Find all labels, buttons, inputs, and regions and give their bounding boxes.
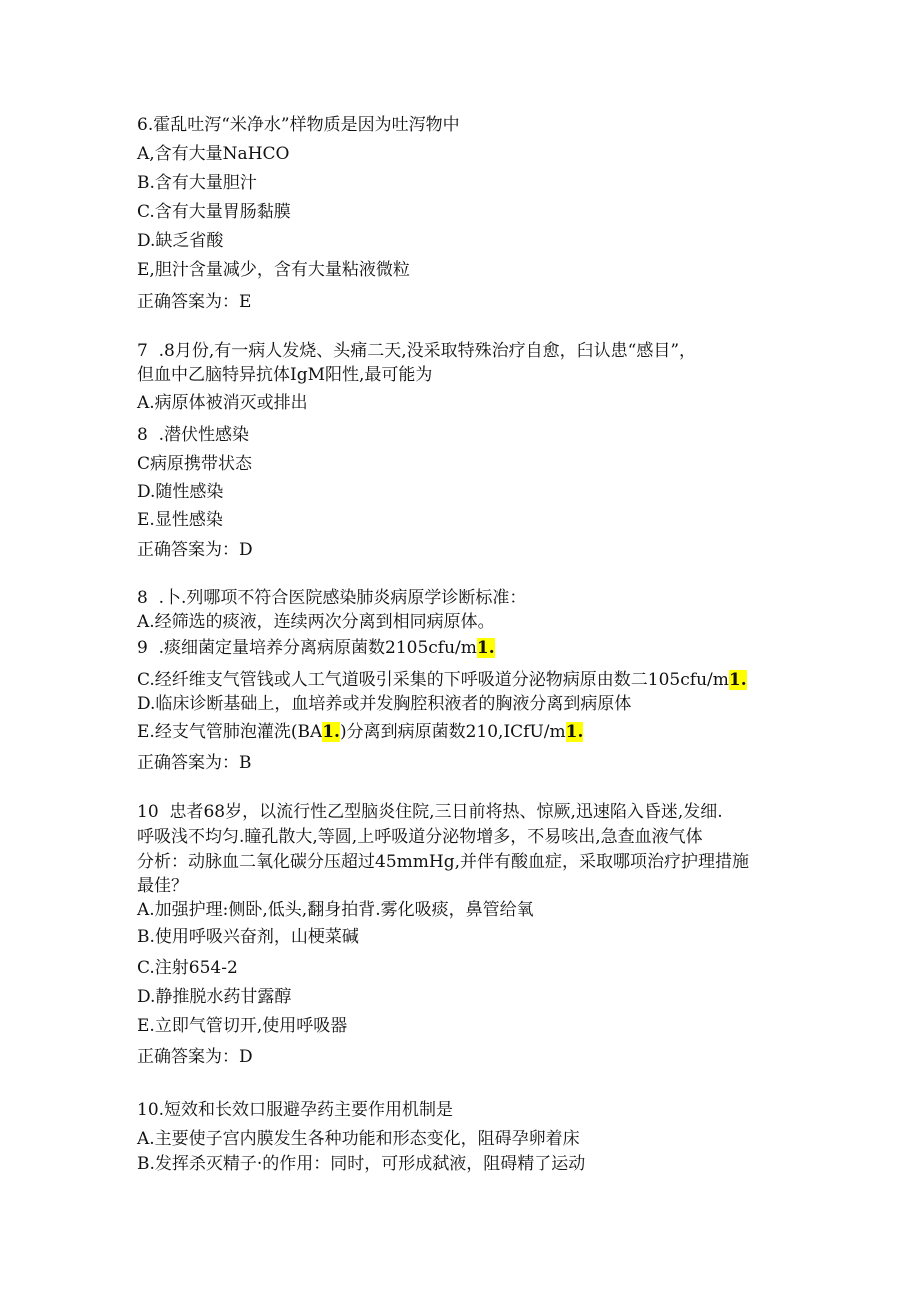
- q8-option-e: [137, 721, 810, 743]
- q8-option-c-highlight: 1.: [728, 670, 747, 690]
- q8-option-c: [137, 669, 810, 691]
- q8-option-c-text: C.经纤维支气管钱或人工气道吸引采集的下呼吸道分泌物病原由数二105cfu/m: [137, 670, 729, 690]
- q11-option-a: A.主要使子宫内膜发生各种功能和形态变化，阻碍孕卵着床: [137, 1129, 580, 1149]
- q10-option-a: A.加强护理:侧卧,低头,翻身拍背.雾化吸痰，鼻管给氧: [137, 900, 534, 920]
- q10-answer: 正确答案为：D: [137, 1047, 253, 1067]
- q6-answer: 正确答案为：E: [137, 292, 252, 312]
- q10-option-d: D.静推脱水药甘露醇: [137, 987, 292, 1007]
- q7-option-a: A.病原体被消灭或排出: [137, 393, 308, 413]
- q6-option-e: E,胆汁含量减少，含有大量粘液微粒: [137, 260, 410, 280]
- q6-option-c: C.含有大量胃肠黏膜: [137, 202, 291, 222]
- q7-option-b: 8 .潜伏性感染: [137, 425, 250, 445]
- q10-stem-line2: 呼吸浅不均匀.瞳孔散大,等圆,上呼吸道分泌物增多，不易咳出,急查血液气体: [137, 827, 703, 847]
- q11-option-b: B.发挥杀灭精子·的作用：同时，可形成弑液，阻碍精了运动: [137, 1154, 586, 1174]
- q8-option-d: D.临床诊断基础上，血培养或并发胸腔积液者的胸液分离到病原体: [137, 694, 632, 714]
- q6-option-b: B.含有大量胆汁: [137, 173, 257, 193]
- q7-answer: 正确答案为：D: [137, 540, 253, 560]
- q7-option-c: C病原携带状态: [137, 454, 253, 474]
- q8-option-e-text2: )分离到病原菌数210,ICfU/m: [339, 722, 566, 742]
- q8-answer: 正确答案为：B: [137, 753, 252, 773]
- q8-option-b: [137, 637, 810, 659]
- q6-stem: 6.霍乱吐泻“米净水”样物质是因为吐泻物中: [137, 115, 460, 135]
- q10-option-b: B.使用呼吸兴奋剂，山梗菜碱: [137, 927, 359, 947]
- q6-option-a: A,含有大量NaHCO: [137, 144, 290, 164]
- q8-option-e-text: E.经支气管肺泡灌洗(BA: [137, 722, 323, 742]
- q10-stem-line1: 10 忠者68岁，以流行性乙型脑炎住院,三日前将热、惊厥,迅速陷入昏迷,发细.: [137, 802, 723, 822]
- q8-option-b-highlight: 1.: [476, 638, 495, 658]
- q10-stem-line3: 分析：动脉血二氧化碳分压超过45mmHg,并伴有酸血症，采取哪项治疗护理措施: [137, 852, 749, 872]
- q10-option-c: C.注射654-2: [137, 958, 238, 978]
- q7-option-d: D.随性感染: [137, 482, 224, 502]
- q8-option-a: A.经筛选的痰液，连续两次分离到相同病原体。: [137, 612, 495, 632]
- q8-option-e-highlight: 1.: [322, 722, 340, 742]
- q8-option-e-highlight2: 1.: [565, 722, 584, 742]
- q8-stem: 8 .卜.列哪项不符合医院感染肺炎病原学诊断标准：: [137, 588, 527, 608]
- q8-option-b-text: 9 .痰细菌定量培养分离病原菌数2105cfu/m: [137, 638, 477, 658]
- q11-stem: 10.短效和长效口服避孕药主要作用机制是: [137, 1100, 454, 1120]
- q6-option-d: D.缺乏省酸: [137, 231, 224, 251]
- q10-option-e: E.立即气管切开,使用呼吸器: [137, 1016, 348, 1036]
- q7-stem-line1: 7 .8月份,有一病人发烧、头痛二天,没采取特殊治疗自愈，臼认患“感目”，: [137, 341, 697, 361]
- q7-stem-line2: 但血中乙脑特异抗体IgM阳性,最可能为: [137, 365, 433, 385]
- q7-option-e: E.显性感染: [137, 510, 223, 530]
- q10-stem-line4: 最佳？: [137, 876, 188, 896]
